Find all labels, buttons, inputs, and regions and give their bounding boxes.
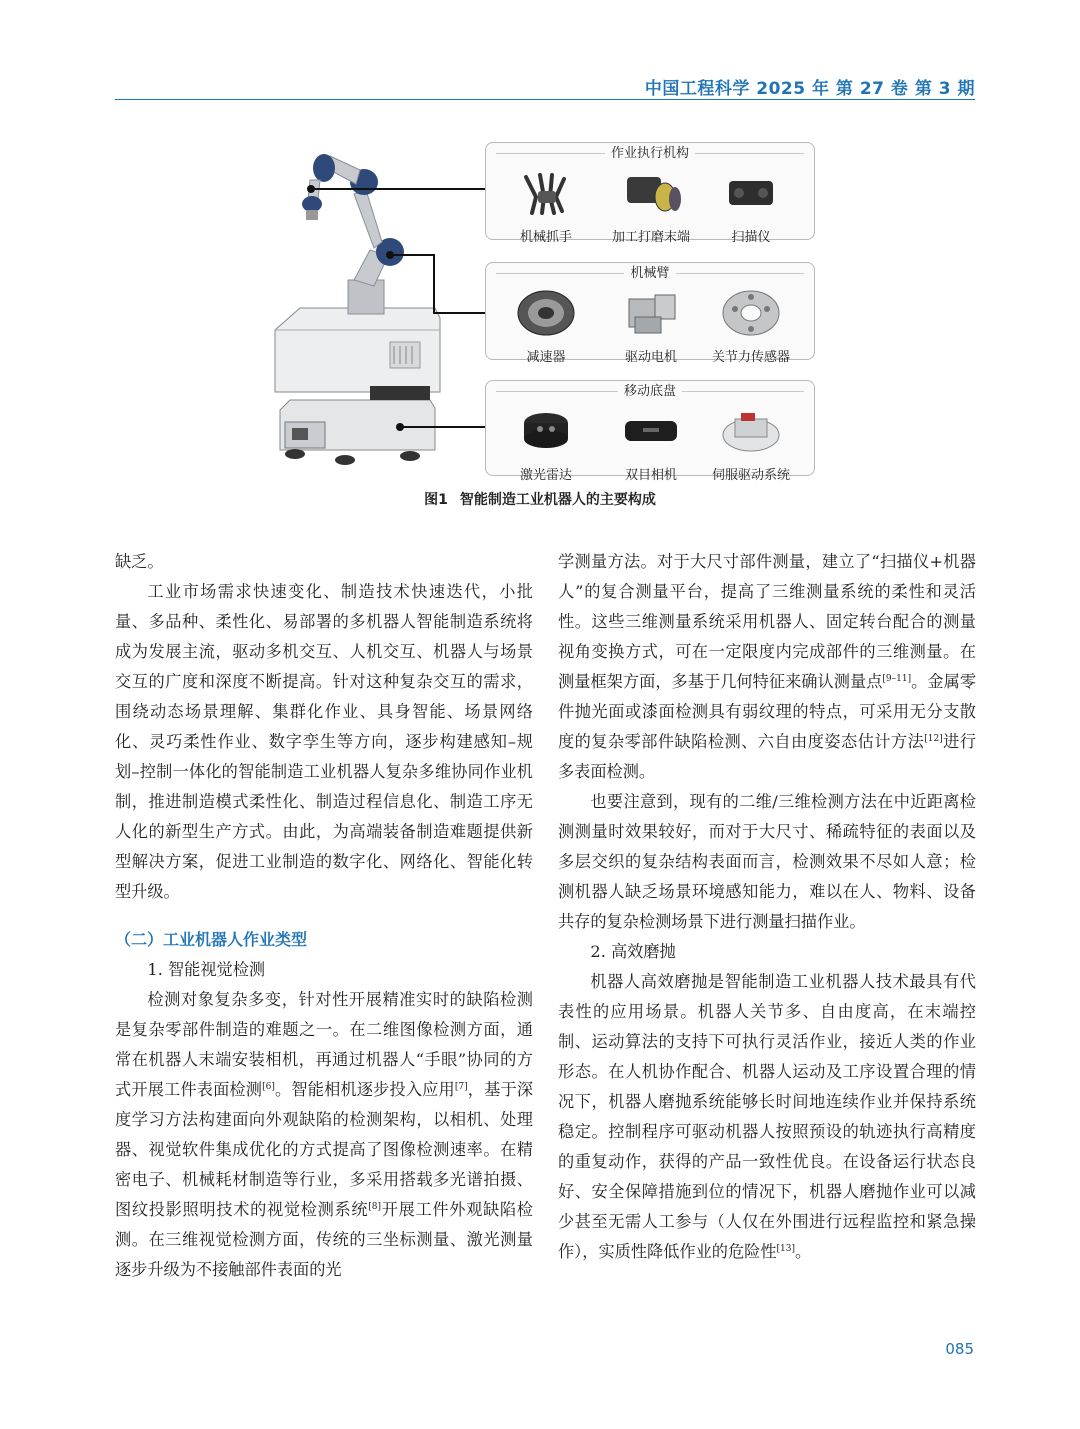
connector-effector: [310, 188, 485, 190]
component-scanner: 扫描仪: [701, 163, 801, 245]
journal-title: 中国工程科学 2025 年 第 27 卷 第 3 期: [644, 79, 975, 99]
citation[interactable]: [12]: [924, 734, 943, 744]
grinding-tool-image: [621, 167, 681, 217]
torque-sensor-image: [721, 287, 781, 337]
panel-end-effector: [485, 142, 815, 245]
panel-chassis: [485, 380, 815, 483]
component-gripper: 机械抓手: [496, 163, 596, 245]
citation[interactable]: [8]: [368, 1202, 382, 1212]
scanner-image: [721, 167, 781, 217]
component-torque-sensor: 关节力传感器: [701, 283, 801, 365]
figure-1: [270, 130, 820, 483]
component-grinding-tool: 加工打磨末端: [601, 163, 701, 245]
subsection-heading: 2. 高效磨抛: [590, 942, 676, 961]
paragraph: 检测对象复杂多变，针对性开展精准实时的缺陷检测是复杂零部件制造的难题之一。在二维图像检测方面，通常在机器人末端安装相机，再通过机器人“手眼”协同的方式开展工件表面检测[6]。智能相机逐步投入应用[7]，基于深度学习方法构建面向外观缺陷的检测架构，以相机、处理器、视觉软件集成优化的方式提高了图像检测速率。在精密电子、机械耗材制造等行业，多采用搭载多光谱拍摄、图纹投影照明技术的视觉检测系统[8]开展工件外观缺陷检测。在三维视觉检测方面，传统的三坐标测量、激光测量逐步升级为不接触部件表面的光: [115, 990, 534, 1279]
right-column: [558, 547, 976, 1267]
component-reducer: 减速器: [496, 283, 596, 365]
running-header: [115, 74, 975, 100]
panel-title: 移动底盘: [486, 380, 814, 399]
motor-image: [621, 287, 681, 337]
paragraph: 机器人高效磨抛是智能制造工业机器人技术最具有代表性的应用场景。机器人关节多、自由度高，在末端控制、运动算法的支持下可执行灵活作业，接近人类的作业形态。在人机协作配合、机器人运动及工序设置合理的情况下，机器人磨抛系统能够长时间地连续作业并保持系统稳定。控制程序可驱动机器人按照预设的轨迹执行高精度的重复动作，获得的产品一致性优良。在设备运行状态良好、安全保障措施到位的情况下，机器人磨抛作业可以减少甚至无需人工参与（人仅在外围进行远程监控和紧急操作），实质性降低作业的危险性[13]。: [558, 972, 976, 1261]
gripper-image: [516, 167, 576, 217]
figure-number: 图1: [424, 492, 448, 508]
panel-arm: [485, 262, 815, 365]
figure-caption-text: 智能制造工业机器人的主要构成: [459, 492, 656, 508]
lidar-image: [516, 405, 576, 455]
component-servo-system: 伺服驱动系统: [701, 401, 801, 483]
reducer-image: [516, 287, 576, 337]
component-lidar: 激光雷达: [496, 401, 596, 483]
citation[interactable]: [9–11]: [882, 674, 912, 684]
figure-caption: [0, 489, 1080, 509]
page-number: 085: [945, 1340, 974, 1358]
stereo-camera-image: [621, 405, 681, 455]
component-stereo-camera: 双目相机: [601, 401, 701, 483]
paragraph: 学测量方法。对于大尺寸部件测量，建立了“扫描仪+机器人”的复合测量平台，提高了三维测量系统的柔性和灵活性。这些三维测量系统采用机器人、固定转台配合的测量视角变换方式，可在一定限度内完成部件的三维测量。在测量框架方面，多基于几何特征来确认测量点[9–11]。金属零件抛光面或漆面检测具有弱纹理的特点，可采用无分支散度的复杂零部件缺陷检测、六自由度姿态估计方法[12]进行多表面检测。: [558, 552, 977, 781]
connector-arm: [390, 254, 435, 314]
citation[interactable]: [13]: [776, 1244, 796, 1254]
connector-arm-2: [433, 312, 485, 314]
citation[interactable]: [6]: [262, 1082, 275, 1092]
component-motor: 驱动电机: [601, 283, 701, 365]
citation[interactable]: [7]: [454, 1082, 468, 1092]
left-column: [115, 547, 533, 1285]
connector-dot-chassis: [396, 423, 404, 431]
panel-title: 机械臂: [486, 262, 814, 281]
connector-chassis: [400, 426, 485, 428]
connector-dot-arm: [386, 251, 394, 259]
connector-dot-effector: [307, 185, 315, 193]
paragraph: 也要注意到，现有的二维/三维检测方法在中近距离检测测量时效果较好，而对于大尺寸、稀疏特征的表面以及多层交织的复杂结构表面而言，检测效果不尽如人意；检测机器人缺乏场景环境感知能力，难以在人、物料、设备共存的复杂检测场景下进行测量扫描作业。: [558, 792, 976, 931]
section-heading: （二）工业机器人作业类型: [115, 930, 308, 949]
servo-system-image: [721, 405, 781, 455]
panel-title: 作业执行机构: [486, 142, 814, 161]
paragraph: 缺乏。: [115, 552, 164, 571]
paragraph: 工业市场需求快速变化、制造技术快速迭代，小批量、多品种、柔性化、易部署的多机器人智能制造系统将成为发展主流，驱动多机交互、人机交互、机器人与场景交互的广度和深度不断提高。针对这种复杂交互的需求，围绕动态场景理解、集群化作业、具身智能、场景网络化、灵巧柔性作业、数字孪生等方向，逐步构建感知–规划–控制一体化的智能制造工业机器人复杂多维协同作业机制，推进制造模式柔性化、制造过程信息化、制造工序无人化的新型生产方式。由此，为高端装备制造难题提供新型解决方案，促进工业制造的数字化、网络化、智能化转型升级。: [115, 582, 533, 901]
subsection-heading: 1. 智能视觉检测: [147, 960, 266, 979]
